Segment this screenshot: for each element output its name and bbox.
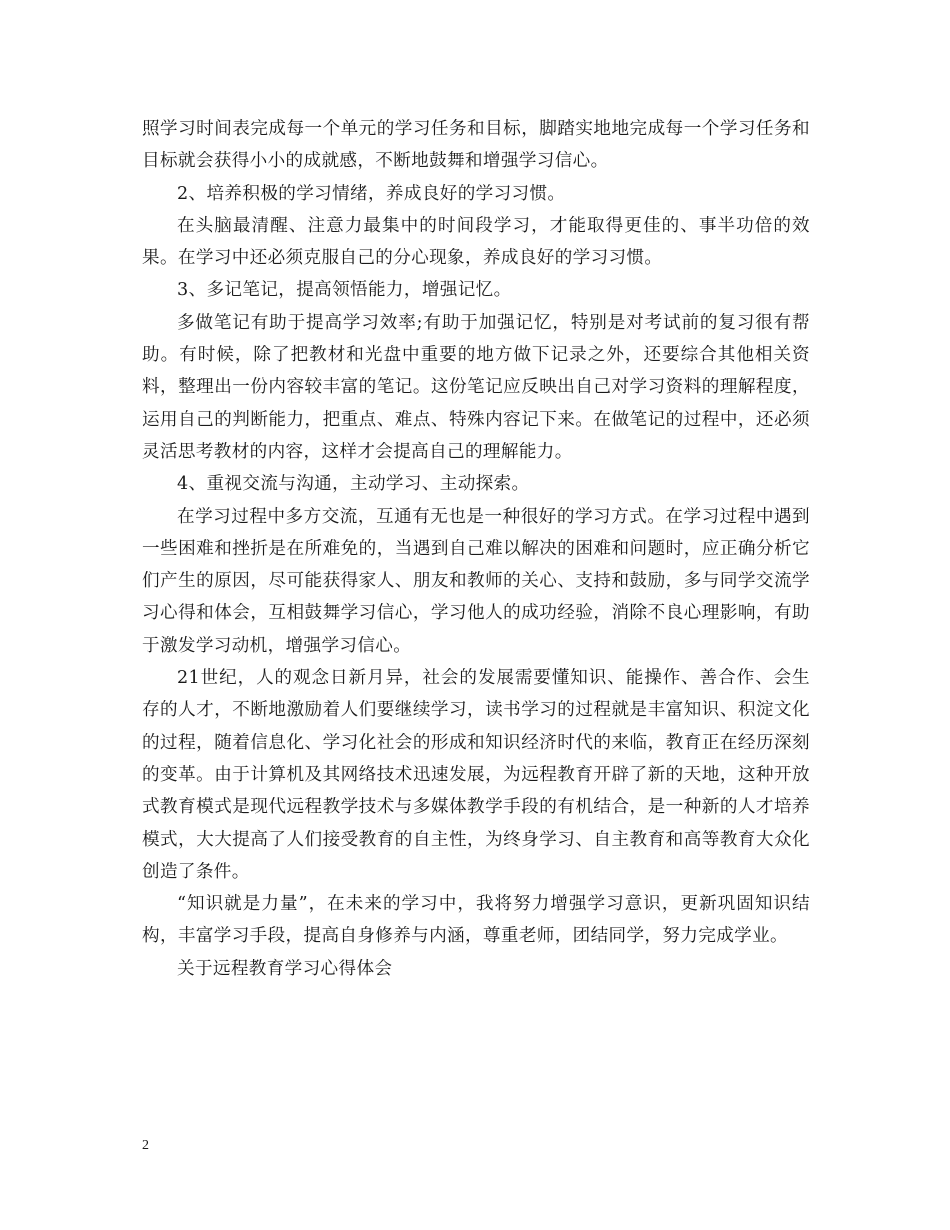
- paragraph-9: “知识就是力量”，在未来的学习中，我将努力增强学习意识，更新巩固知识结构，丰富学习手段，提高自身修养与内涵，尊重老师，团结同学，努力完成学业。: [142, 894, 810, 947]
- section-heading-4: 4、重视交流与沟通，主动学习、主动探索。: [177, 474, 530, 495]
- paragraph-8: 21世纪，人的观念日新月异，社会的发展需要懂知识、能操作、善合作、会生存的人才，不断地激励着人们要继续学习，读书学习的过程就是丰富知识、积淀文化的过程，随着信息化、学习化社会的形成和知识经济时代的来临，教育正在经历深刻的变革。由于计算机及其网络技术迅速发展，为远程教育开辟了新的天地，这种开放式教育模式是现代远程教学技术与多媒体教学手段的有机结合，是一种新的人才培养模式，大大提高了人们接受教育的自主性，为终身学习、自主教育和高等教育大众化创造了条件。: [142, 668, 810, 882]
- section-heading-2: 2、培养积极的学习情绪，养成良好的学习习惯。: [177, 183, 566, 204]
- document-body: [142, 113, 810, 985]
- paragraph-7: 在学习过程中多方交流，互通有无也是一种很好的学习方式。在学习过程中遇到一些困难和挫折是在所难免的，当遇到自己难以解决的困难和问题时，应正确分析它们产生的原因，尽可能获得家人、朋友和教师的关心、支持和鼓励，多与同学交流学习心得和体会，互相鼓舞学习信心，学习他人的成功经验，消除不良心理影响，有助于激发学习动机，增强学习信心。: [142, 506, 810, 656]
- paragraph-3: 在头脑最清醒、注意力最集中的时间段学习，才能取得更佳的、事半功倍的效果。在学习中还必须克服自己的分心现象，养成良好的学习习惯。: [142, 215, 810, 269]
- paragraph-1: 照学习时间表完成每一个单元的学习任务和目标，脚踏实地地完成每一个学习任务和目标就会获得小小的成就感，不断地鼓舞和增强学习信心。: [142, 119, 810, 172]
- page-number: 2: [142, 1138, 149, 1153]
- section-heading-3: 3、多记笔记，提高领悟能力，增强记忆。: [177, 280, 512, 301]
- closing-title: 关于远程教育学习心得体会: [177, 958, 393, 979]
- paragraph-5: 多做笔记有助于提高学习效率;有助于加强记忆，特别是对考试前的复习很有帮助。有时候，除了把教材和光盘中重要的地方做下记录之外，还要综合其他相关资料，整理出一份内容较丰富的笔记。这份笔记应反映出自己对学习资料的理解程度，运用自己的判断能力，把重点、难点、特殊内容记下来。在做笔记的过程中，还必须灵活思考教材的内容，这样才会提高自己的理解能力。: [142, 312, 810, 462]
